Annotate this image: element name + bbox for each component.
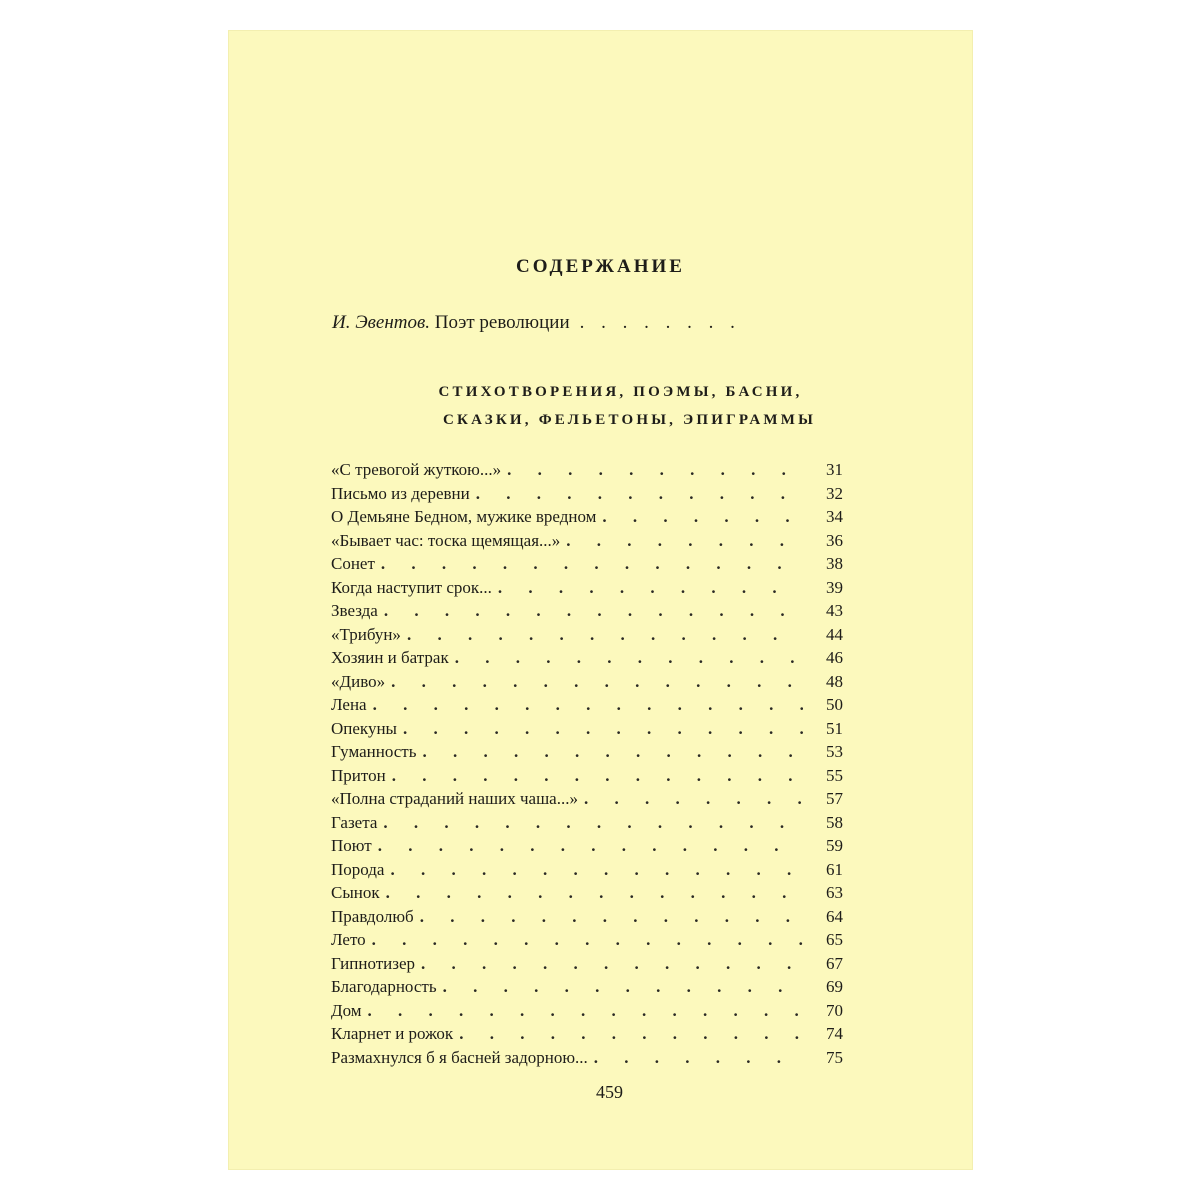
toc-leader-dots xyxy=(372,930,803,950)
toc-entry xyxy=(331,789,843,813)
toc-entry-title: Газета xyxy=(331,812,378,832)
toc-entry-page: 43 xyxy=(826,601,843,620)
section-heading xyxy=(228,378,973,434)
page-number: 459 xyxy=(596,1082,623,1102)
toc-leader-dots xyxy=(381,554,803,574)
toc-entry-title: Дом xyxy=(331,1000,362,1020)
toc-entry xyxy=(331,507,843,531)
toc-entry-title: Кларнет и рожок xyxy=(331,1024,454,1043)
intro-title: Поэт революции xyxy=(434,312,570,333)
toc-leader-dots xyxy=(384,601,803,621)
toc-leader-dots xyxy=(368,1001,803,1021)
section-heading-line-2: СКАЗКИ, ФЕЛЬЕТОНЫ, ЭПИГРАММЫ xyxy=(442,412,817,428)
toc-entry-page: 48 xyxy=(826,671,843,691)
toc-entry-title: Когда наступит срок... xyxy=(331,577,492,597)
toc-entry xyxy=(331,531,843,555)
toc-entry xyxy=(331,695,843,719)
toc-entry-title: «С тревогой жуткою...» xyxy=(331,460,502,479)
toc-entry-title: Притон xyxy=(331,765,386,785)
toc-entry-title: Опекуны xyxy=(331,718,397,738)
toc-entry xyxy=(331,860,843,884)
toc-entry-title: Звезда xyxy=(331,601,378,620)
toc-entry xyxy=(331,766,843,790)
toc-entry xyxy=(331,1024,843,1048)
toc-entry xyxy=(331,742,843,766)
toc-leader-dots xyxy=(403,719,803,739)
toc-entry-title: Благодарность xyxy=(331,977,437,996)
toc-entry-page: 58 xyxy=(826,812,843,832)
toc-leader-dots xyxy=(423,742,804,762)
toc-leader-dots xyxy=(602,507,803,527)
toc-entry-title: Сынок xyxy=(331,883,380,902)
toc-entry-page: 38 xyxy=(826,554,843,573)
toc-entry-page: 64 xyxy=(826,906,843,926)
toc-entry xyxy=(331,578,843,602)
toc-entry-page: 39 xyxy=(826,577,843,597)
toc-entry-title: Размахнулся б я басней задорною... xyxy=(331,1047,588,1067)
toc-entry-page: 46 xyxy=(826,648,843,667)
toc-leader-dots xyxy=(459,1024,803,1044)
toc-leader-dots xyxy=(373,695,803,715)
toc-entry xyxy=(331,836,843,860)
toc-entry-page: 50 xyxy=(826,695,843,714)
toc-entry xyxy=(331,930,843,954)
toc-entry-title: Гуманность xyxy=(331,742,417,761)
toc-entry-title: Лето xyxy=(331,930,366,949)
toc-entry-title: «Трибун» xyxy=(331,624,401,644)
toc-list xyxy=(331,460,843,1071)
toc-entry-page: 32 xyxy=(826,483,843,503)
toc-entry-title: «Бывает час: тоска щемящая...» xyxy=(331,530,561,550)
toc-leader-dots xyxy=(498,578,803,598)
toc-leader-dots xyxy=(476,484,803,504)
toc-entry xyxy=(331,601,843,625)
toc-leader-dots xyxy=(392,766,803,786)
toc-leader-dots xyxy=(507,460,803,480)
toc-entry-page: 59 xyxy=(826,836,843,855)
toc-entry xyxy=(331,907,843,931)
toc-entry xyxy=(331,625,843,649)
toc-entry xyxy=(331,1048,843,1072)
toc-entry xyxy=(331,484,843,508)
toc-entry-page: 57 xyxy=(826,789,843,808)
toc-entry xyxy=(331,672,843,696)
toc-leader-dots xyxy=(421,954,803,974)
toc-entry xyxy=(331,719,843,743)
toc-leader-dots xyxy=(594,1048,803,1068)
toc-entry-page: 53 xyxy=(826,742,843,761)
toc-entry-title: Лена xyxy=(331,695,367,714)
toc-leader-dots xyxy=(407,625,803,645)
toc-entry-page: 69 xyxy=(826,977,843,996)
toc-leader-dots xyxy=(378,836,803,856)
toc-leader-dots xyxy=(455,648,803,668)
toc-entry-page: 70 xyxy=(826,1000,843,1020)
toc-entry-page: 51 xyxy=(826,718,843,738)
toc-entry-title: «Полна страданий наших чаша...» xyxy=(331,789,578,808)
toc-entry xyxy=(331,954,843,978)
toc-leader-dots xyxy=(390,860,803,880)
toc-entry xyxy=(331,460,843,484)
toc-entry-title: «Диво» xyxy=(331,671,386,691)
toc-entry-title: Гипнотизер xyxy=(331,953,416,973)
toc-entry-page: 63 xyxy=(826,883,843,902)
toc-leader-dots xyxy=(584,789,803,809)
toc-entry xyxy=(331,883,843,907)
toc-entry xyxy=(331,813,843,837)
toc-entry-title: Поют xyxy=(331,836,372,855)
intro-leader-dots: . . . . . . . . xyxy=(579,312,741,333)
toc-entry-page: 55 xyxy=(826,765,843,785)
toc-entry-page: 74 xyxy=(826,1024,843,1043)
toc-entry-title: Правдолюб xyxy=(331,906,414,926)
toc-entry-title: Сонет xyxy=(331,554,375,573)
toc-entry-page: 61 xyxy=(826,859,843,879)
toc-entry-page: 34 xyxy=(826,507,843,526)
toc-leader-dots xyxy=(391,672,803,692)
toc-entry xyxy=(331,648,843,672)
toc-entry-page: 31 xyxy=(826,460,843,479)
toc-leader-dots xyxy=(386,883,803,903)
toc-entry xyxy=(331,977,843,1001)
toc-leader-dots xyxy=(443,977,803,997)
toc-entry-page: 65 xyxy=(826,930,843,949)
toc-leader-dots xyxy=(420,907,803,927)
page-title: СОДЕРЖАНИЕ xyxy=(516,256,685,277)
intro-entry xyxy=(332,312,792,334)
toc-entry-page: 36 xyxy=(826,530,843,550)
toc-entry-page: 67 xyxy=(826,953,843,973)
toc-entry-title: Порода xyxy=(331,859,385,879)
toc-leader-dots xyxy=(383,813,803,833)
section-heading-line-1: СТИХОТВОРЕНИЯ, ПОЭМЫ, БАСНИ, xyxy=(438,384,803,400)
book-page xyxy=(228,30,973,1170)
toc-entry-title: Письмо из деревни xyxy=(331,483,470,503)
toc-entry xyxy=(331,554,843,578)
toc-entry-page: 75 xyxy=(826,1047,843,1067)
intro-author: И. Эвентов. xyxy=(332,312,430,333)
toc-leader-dots xyxy=(566,531,803,551)
toc-entry xyxy=(331,1001,843,1025)
toc-entry-title: О Демьяне Бедном, мужике вредном xyxy=(331,507,597,526)
toc-entry-title: Хозяин и батрак xyxy=(331,648,449,667)
toc-entry-page: 44 xyxy=(826,624,843,644)
